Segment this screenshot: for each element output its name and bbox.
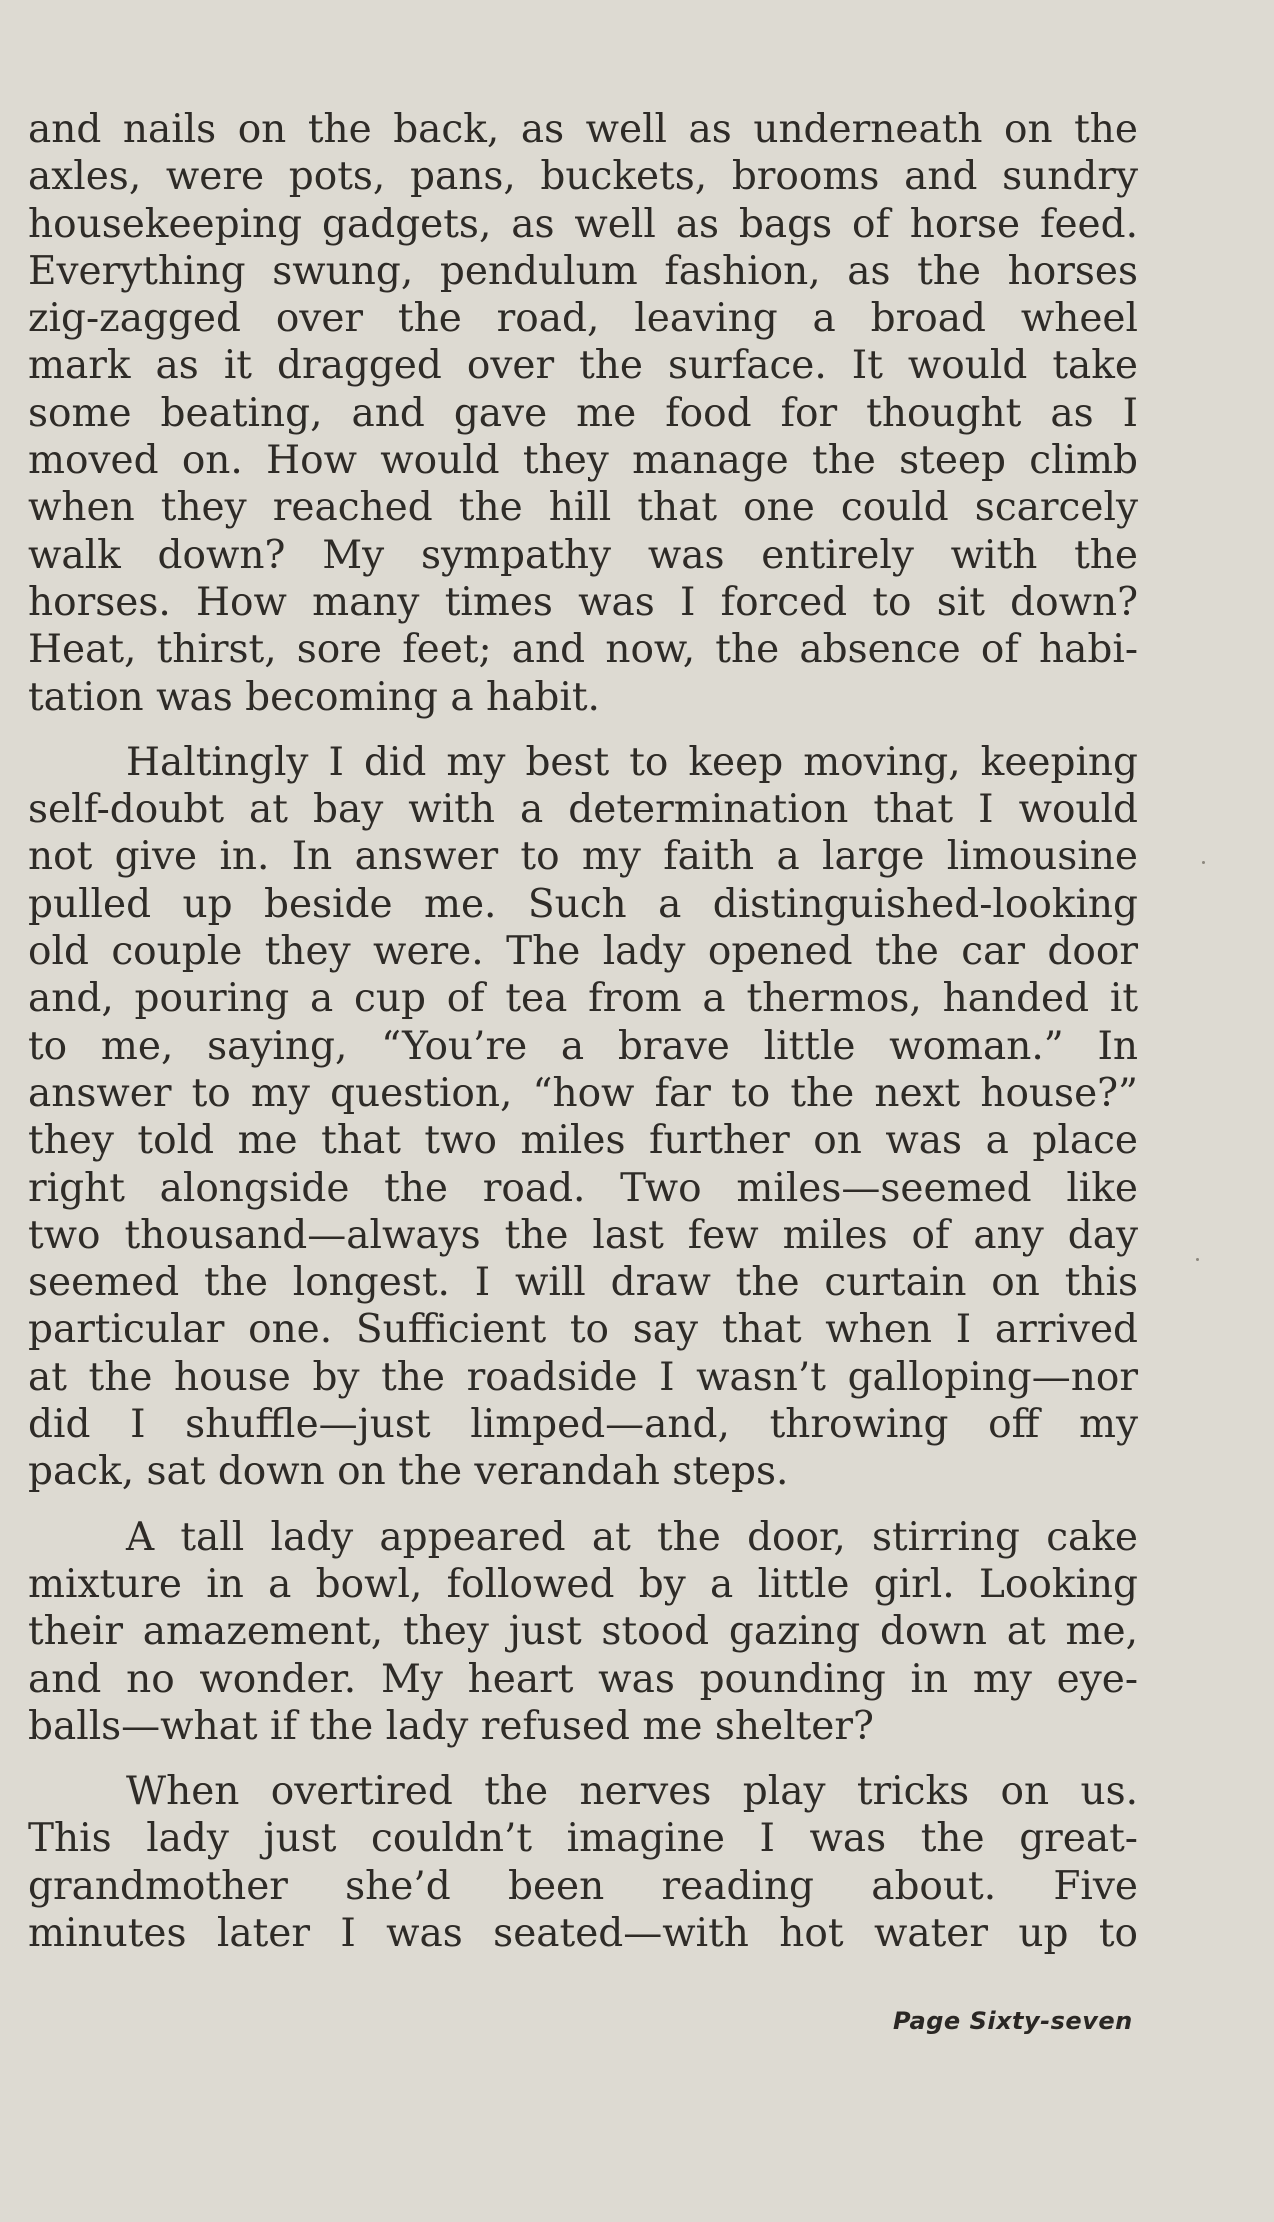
text-line: This lady just couldn’t imagine I was the great-	[28, 1816, 1138, 1862]
text-line: Everything swung, pendulum fashion, as the horses	[28, 248, 1138, 294]
text-line: minutes later I was seated—with hot water up to	[28, 1910, 1138, 1956]
text-line: and no wonder. My heart was pounding in my eye-	[28, 1656, 1138, 1702]
text-line: mark as it dragged over the surface. It would take	[28, 343, 1138, 389]
text-line: particular one. Sufficient to say that when I arrived	[28, 1307, 1138, 1353]
text-line: walk down? My sympathy was entirely with the	[28, 532, 1138, 578]
text-line: their amazement, they just stood gazing down at me,	[28, 1609, 1138, 1655]
paper-speck	[1202, 861, 1205, 864]
paragraph-1	[28, 106, 1138, 721]
text-line: mixture in a bowl, followed by a little girl. Looking	[28, 1561, 1138, 1607]
paragraph-2	[28, 739, 1138, 1496]
text-line: balls—what if the lady refused me shelter?	[28, 1703, 874, 1749]
text-line: not give in. In answer to my faith a large limousine	[28, 834, 1138, 880]
text-line: at the house by the roadside I wasn’t galloping—nor	[28, 1354, 1138, 1400]
text-line: did I shuffle—just limped—and, throwing off my	[28, 1402, 1138, 1448]
page-number-footer: Page Sixty-seven	[893, 2007, 1133, 2035]
text-line: self-doubt at bay with a determination that I would	[28, 787, 1138, 833]
text-line: when they reached the hill that one could scarcely	[28, 485, 1138, 531]
text-line: they told me that two miles further on was a place	[28, 1118, 1138, 1164]
paragraph-3	[28, 1514, 1138, 1750]
text-line: answer to my question, “how far to the next house?”	[28, 1070, 1138, 1116]
text-line: zig-zagged over the road, leaving a broad wheel	[28, 296, 1138, 342]
page-body-text	[28, 106, 1138, 1957]
paragraph-4	[28, 1768, 1138, 1957]
text-line: old couple they were. The lady opened the car door	[28, 929, 1138, 975]
text-line: seemed the longest. I will draw the curtain on this	[28, 1260, 1138, 1306]
text-line: some beating, and gave me food for thought as I	[28, 390, 1138, 436]
text-line: axles, were pots, pans, buckets, brooms and sundry	[28, 154, 1138, 200]
paper-speck	[1196, 1258, 1199, 1261]
text-line: grandmother she’d been reading about. Five	[28, 1863, 1138, 1909]
text-line: and nails on the back, as well as underneath on the	[28, 107, 1138, 152]
text-line: right alongside the road. Two miles—seemed like	[28, 1165, 1138, 1211]
text-line: Heat, thirst, sore feet; and now, the absence of habi-	[28, 627, 1138, 673]
text-line: and, pouring a cup of tea from a thermos, handed it	[28, 976, 1138, 1022]
text-line: moved on. How would they manage the steep climb	[28, 438, 1138, 484]
text-line: two thousand—always the last few miles of any day	[28, 1212, 1138, 1258]
text-line: pack, sat down on the verandah steps.	[28, 1449, 789, 1495]
text-line: housekeeping gadgets, as well as bags of horse feed.	[28, 201, 1138, 247]
text-line: tation was becoming a habit.	[28, 674, 600, 720]
text-line: Haltingly I did my best to keep moving, keeping	[126, 739, 1138, 785]
text-line: to me, saying, “You’re a brave little woman.” In	[28, 1023, 1138, 1069]
text-line: A tall lady appeared at the door, stirring cake	[126, 1514, 1138, 1560]
text-line: pulled up beside me. Such a distinguished-looking	[28, 881, 1138, 927]
text-line: When overtired the nerves play tricks on us.	[126, 1769, 1138, 1815]
text-line: horses. How many times was I forced to sit down?	[28, 579, 1138, 625]
